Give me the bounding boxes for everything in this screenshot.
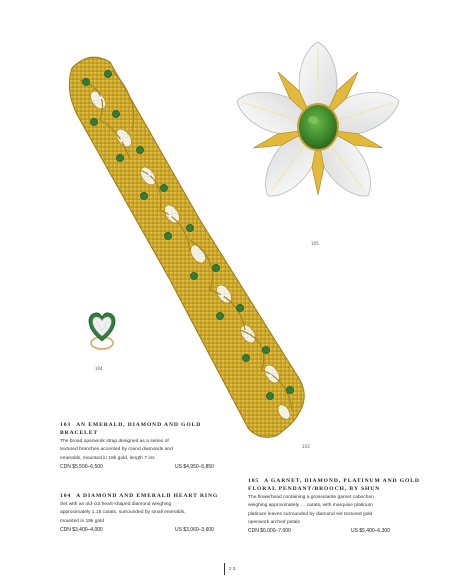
lot-104-description	[60, 501, 230, 526]
lot-103-estimate	[60, 463, 230, 472]
ring-image	[82, 307, 122, 353]
lot-105-us-estimate: US $5,400–6,300	[351, 528, 390, 535]
page-number: 2 3	[229, 566, 236, 571]
ring-lot-label: 104	[95, 366, 103, 371]
lot-105-description	[248, 494, 433, 527]
lot-104-description-line: mounted in 18k gold	[60, 518, 105, 524]
lot-105-description-line: weighing approximately … carats, with marquise platinum	[248, 503, 373, 509]
brooch-lot-label: 105	[311, 241, 319, 246]
lot-104-description-line: approximately 1.15 carats, surrounded by small emeralds,	[60, 510, 186, 516]
lot-105-heading	[248, 477, 433, 493]
lot-103-description-line: The broad openwork strap designed as a series of	[60, 439, 169, 444]
lot-104-cdn-estimate: CDN $3,400–4,000	[60, 526, 103, 533]
lot-104-description-line: Set with an old-cut heart-shaped diamond weighing	[60, 502, 172, 507]
lot-103-description-line: emeralds, mounted in 18k gold, length 7 ins	[60, 455, 155, 461]
page-number-rule	[224, 563, 225, 575]
lot-104-us-estimate: US $3,060–3,600	[175, 526, 214, 533]
lot-105-number: 105	[248, 478, 260, 484]
lot-103-cdn-estimate: CDN $5,500–6,500	[60, 463, 103, 470]
lot-105-entry	[248, 477, 433, 536]
lot-105-cdn-estimate: CDN $6,000–7,000	[248, 528, 291, 535]
lot-104-number: 104	[60, 493, 72, 499]
lot-104-heading	[60, 492, 230, 500]
bracelet-lot-label: 103	[302, 444, 310, 449]
lot-103-entry	[60, 421, 230, 472]
lot-103-heading	[60, 421, 230, 437]
lot-103-number: 103	[60, 422, 72, 428]
lot-105-description-line: openwork arched petals	[248, 519, 300, 525]
flower-brooch-image	[230, 35, 405, 230]
lot-104-title: A DIAMOND AND EMERALD HEART RING	[76, 493, 219, 499]
lot-104-estimate	[60, 526, 230, 535]
lot-105-estimate	[248, 527, 433, 536]
lot-105-description-line: The flowerhead containing a grossularite garnet cabochon	[248, 495, 374, 500]
lot-103-description	[60, 438, 230, 463]
lot-103-title: AN EMERALD, DIAMOND AND GOLD BRACELET	[60, 422, 202, 436]
lot-105-title: A GARNET, DIAMOND, PLATINUM AND GOLD FLORAL PENDANT/BROOCH, BY SHUN	[248, 478, 420, 492]
lot-104-entry	[60, 492, 230, 535]
lot-103-us-estimate: US $4,950–5,850	[175, 463, 214, 470]
lot-103-description-line: textured branches accented by round diamonds and	[60, 447, 173, 453]
lot-105-description-line: platinum leaves surrounded by diamond set textured gold	[248, 511, 373, 517]
